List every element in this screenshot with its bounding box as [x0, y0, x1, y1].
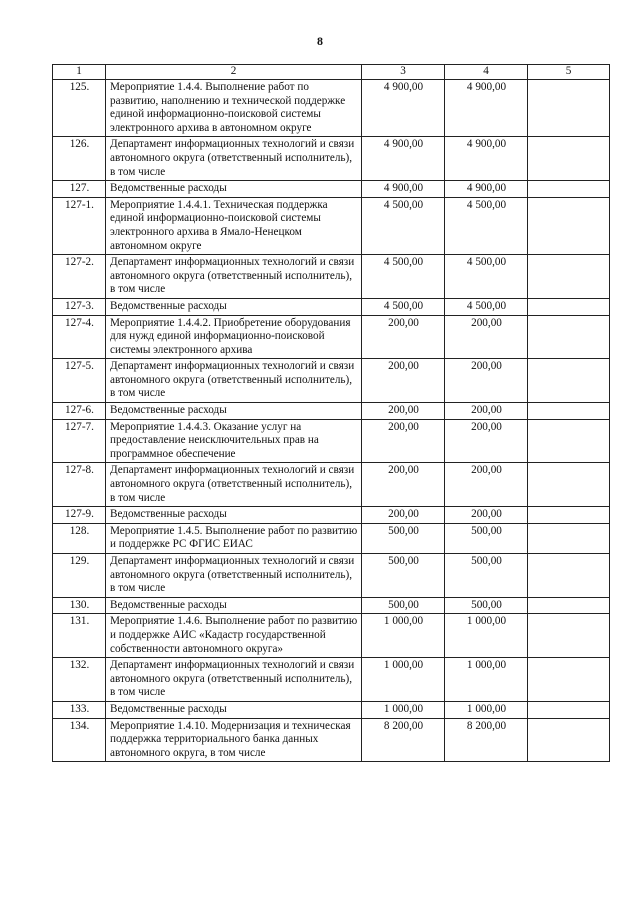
table-body [53, 80, 610, 762]
row-value-4-cell: 4 900,00 [445, 80, 528, 137]
row-text-cell: Департамент информационных технологий и связи автономного округа (ответственный исполнитель), в том числе [106, 554, 362, 598]
row-value-3-cell: 4 900,00 [362, 80, 445, 137]
table-row [53, 255, 610, 299]
row-number-cell: 125. [53, 80, 106, 137]
row-value-4-cell: 200,00 [445, 507, 528, 524]
row-value-5-cell [528, 597, 610, 614]
row-value-3-cell: 200,00 [362, 315, 445, 359]
row-value-5-cell [528, 463, 610, 507]
row-value-4-cell: 1 000,00 [445, 701, 528, 718]
table-row [53, 463, 610, 507]
row-text-cell: Мероприятие 1.4.6. Выполнение работ по развитию и поддержке АИС «Кадастр государственной собственности автономного округа» [106, 614, 362, 658]
row-number-cell: 127-8. [53, 463, 106, 507]
table-row [53, 507, 610, 524]
row-text-cell: Мероприятие 1.4.4.3. Оказание услуг на предоставление неисключительных прав на программное обеспечение [106, 419, 362, 463]
header-row [53, 65, 610, 80]
row-value-3-cell: 200,00 [362, 463, 445, 507]
row-value-5-cell [528, 403, 610, 420]
row-number-cell: 127-2. [53, 255, 106, 299]
row-text-cell: Ведомственные расходы [106, 507, 362, 524]
row-text-cell: Ведомственные расходы [106, 597, 362, 614]
row-text-cell: Ведомственные расходы [106, 403, 362, 420]
table-row [53, 298, 610, 315]
header-cell-3: 3 [362, 65, 445, 80]
row-value-3-cell: 4 500,00 [362, 298, 445, 315]
row-value-4-cell: 4 900,00 [445, 137, 528, 181]
table-row [53, 197, 610, 254]
row-number-cell: 126. [53, 137, 106, 181]
row-value-3-cell: 4 900,00 [362, 137, 445, 181]
row-value-4-cell: 500,00 [445, 554, 528, 598]
table-row [53, 614, 610, 658]
row-value-3-cell: 500,00 [362, 597, 445, 614]
row-number-cell: 127-1. [53, 197, 106, 254]
row-text-cell: Департамент информационных технологий и связи автономного округа (ответственный исполнитель), в том числе [106, 658, 362, 702]
row-value-5-cell [528, 614, 610, 658]
row-number-cell: 133. [53, 701, 106, 718]
row-text-cell: Департамент информационных технологий и связи автономного округа (ответственный исполнитель), в том числе [106, 137, 362, 181]
row-value-4-cell: 1 000,00 [445, 658, 528, 702]
row-value-5-cell [528, 197, 610, 254]
table-row [53, 554, 610, 598]
header-cell-5: 5 [528, 65, 610, 80]
row-text-cell: Ведомственные расходы [106, 701, 362, 718]
row-value-5-cell [528, 701, 610, 718]
row-value-3-cell: 1 000,00 [362, 658, 445, 702]
row-text-cell: Мероприятие 1.4.10. Модернизация и техническая поддержка территориального банка данных автономного округа, в том числе [106, 718, 362, 762]
row-text-cell: Мероприятие 1.4.4.1. Техническая поддержка единой информационно-поисковой системы электронного архива в Ямало-Ненецком автономном округе [106, 197, 362, 254]
table-row [53, 359, 610, 403]
row-value-5-cell [528, 137, 610, 181]
row-value-3-cell: 4 500,00 [362, 255, 445, 299]
row-number-cell: 131. [53, 614, 106, 658]
table-row [53, 658, 610, 702]
table-row [53, 597, 610, 614]
row-value-3-cell: 200,00 [362, 419, 445, 463]
row-value-4-cell: 4 900,00 [445, 181, 528, 198]
row-value-5-cell [528, 658, 610, 702]
row-value-4-cell: 200,00 [445, 419, 528, 463]
header-cell-4: 4 [445, 65, 528, 80]
row-value-4-cell: 4 500,00 [445, 298, 528, 315]
page-number: 8 [317, 34, 323, 48]
row-text-cell: Мероприятие 1.4.5. Выполнение работ по развитию и поддержке РС ФГИС ЕИАС [106, 523, 362, 553]
row-number-cell: 132. [53, 658, 106, 702]
row-text-cell: Департамент информационных технологий и связи автономного округа (ответственный исполнитель), в том числе [106, 255, 362, 299]
row-value-3-cell: 500,00 [362, 523, 445, 553]
row-value-5-cell [528, 315, 610, 359]
table-row [53, 523, 610, 553]
table-row [53, 315, 610, 359]
row-number-cell: 127. [53, 181, 106, 198]
row-number-cell: 127-5. [53, 359, 106, 403]
row-text-cell: Мероприятие 1.4.4. Выполнение работ по развитию, наполнению и технической поддержке единой информационно-поисковой системы электронного архива в автономном округе [106, 80, 362, 137]
row-value-4-cell: 500,00 [445, 523, 528, 553]
row-value-3-cell: 4 900,00 [362, 181, 445, 198]
row-value-5-cell [528, 255, 610, 299]
table-row [53, 718, 610, 762]
row-value-3-cell: 1 000,00 [362, 614, 445, 658]
row-value-5-cell [528, 718, 610, 762]
row-value-3-cell: 4 500,00 [362, 197, 445, 254]
row-text-cell: Мероприятие 1.4.4.2. Приобретение оборудования для нужд единой информационно-поисковой системы электронного архива [106, 315, 362, 359]
row-number-cell: 127-3. [53, 298, 106, 315]
row-value-4-cell: 8 200,00 [445, 718, 528, 762]
row-value-4-cell: 500,00 [445, 597, 528, 614]
row-value-5-cell [528, 80, 610, 137]
row-number-cell: 134. [53, 718, 106, 762]
row-number-cell: 127-4. [53, 315, 106, 359]
row-text-cell: Департамент информационных технологий и связи автономного округа (ответственный исполнитель), в том числе [106, 463, 362, 507]
row-text-cell: Департамент информационных технологий и связи автономного округа (ответственный исполнитель), в том числе [106, 359, 362, 403]
row-number-cell: 130. [53, 597, 106, 614]
row-value-5-cell [528, 523, 610, 553]
row-number-cell: 127-7. [53, 419, 106, 463]
table-row [53, 403, 610, 420]
header-cell-1: 1 [53, 65, 106, 80]
table-row [53, 80, 610, 137]
table-row [53, 419, 610, 463]
row-number-cell: 127-9. [53, 507, 106, 524]
row-value-3-cell: 200,00 [362, 403, 445, 420]
row-value-5-cell [528, 554, 610, 598]
header-cell-2: 2 [106, 65, 362, 80]
row-value-3-cell: 1 000,00 [362, 701, 445, 718]
row-number-cell: 127-6. [53, 403, 106, 420]
row-value-5-cell [528, 419, 610, 463]
row-value-4-cell: 200,00 [445, 315, 528, 359]
row-value-5-cell [528, 298, 610, 315]
row-value-4-cell: 200,00 [445, 463, 528, 507]
row-value-4-cell: 4 500,00 [445, 255, 528, 299]
row-value-3-cell: 500,00 [362, 554, 445, 598]
table-row [53, 137, 610, 181]
row-value-5-cell [528, 507, 610, 524]
budget-table [52, 64, 610, 762]
row-value-3-cell: 200,00 [362, 507, 445, 524]
row-value-4-cell: 4 500,00 [445, 197, 528, 254]
row-value-5-cell [528, 181, 610, 198]
row-text-cell: Ведомственные расходы [106, 181, 362, 198]
row-value-3-cell: 200,00 [362, 359, 445, 403]
row-number-cell: 128. [53, 523, 106, 553]
row-value-4-cell: 1 000,00 [445, 614, 528, 658]
row-value-4-cell: 200,00 [445, 359, 528, 403]
row-text-cell: Ведомственные расходы [106, 298, 362, 315]
row-value-5-cell [528, 359, 610, 403]
table-row [53, 181, 610, 198]
table-row [53, 701, 610, 718]
row-number-cell: 129. [53, 554, 106, 598]
row-value-4-cell: 200,00 [445, 403, 528, 420]
row-value-3-cell: 8 200,00 [362, 718, 445, 762]
